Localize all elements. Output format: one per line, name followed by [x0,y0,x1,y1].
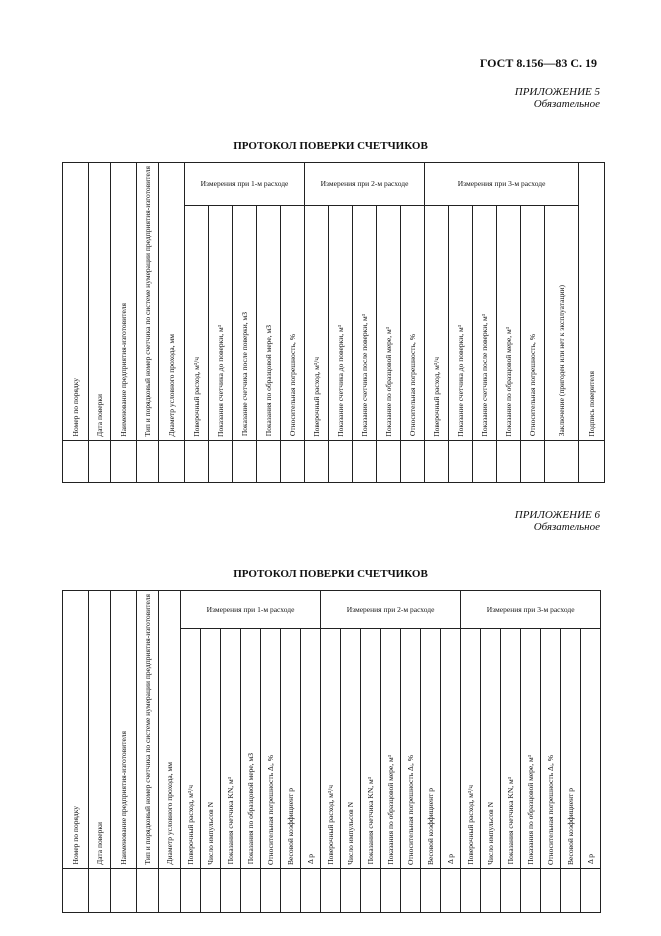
g1-col: Показания счетчика KN, м³ [221,628,241,868]
page-header: ГОСТ 8.156—83 С. 19 [479,56,597,70]
col-diameter: Диаметр условного прохода, мм [159,591,181,869]
g2-col: Показание по образцовой мере, м³ [377,205,401,440]
group-header-3: Измерения при 3-м расходе [461,591,601,629]
g1-col: Δ p [301,628,321,868]
group-header-3: Измерения при 3-м расходе [425,163,579,206]
col-date: Дата поверки [89,163,111,441]
g1-col: Показания по образцовой мере, м3 [257,205,281,440]
g1-col: Показания по образцовой мере, м3 [241,628,261,868]
appendix5-heading [515,86,600,110]
g1-col: Поверочный расход, м³/ч [185,205,209,440]
g2-col: Показание счетчика после поверки, м³ [353,205,377,440]
g3-col: Весовой коэффициент p [561,628,581,868]
g1-col: Число импульсов N [201,628,221,868]
g3-col: Относительная погрешность, % [521,205,545,440]
g3-col: Заключение (пригоден или нет к эксплуатации) [545,205,579,440]
col-type: Тип и порядковый номер счетчика по системе нумерации предприятия-изготовителя [137,163,159,441]
col-signature: Подпись поверителя [579,163,605,441]
g3-col: Показание счетчика после поверки, м³ [473,205,497,440]
g2-col: Весовой коэффициент p [421,628,441,868]
appendix6-status: Обязательное [533,521,600,533]
g3-col: Показание счетчика до поверки, м³ [449,205,473,440]
appendix6-label: ПРИЛОЖЕНИЕ 6 [514,509,600,521]
col-date: Дата поверки [89,591,111,869]
g1-col: Весовой коэффициент p [281,628,301,868]
g1-col: Показания счетчика до поверки, м³ [209,205,233,440]
col-number: Номер по порядку [63,591,89,869]
g3-col: Поверочный расход, м³/ч [425,205,449,440]
g3-col: Поверочный расход, м³/ч [461,628,481,868]
group-header-1: Измерения при 1-м расходе [181,591,321,629]
group-header-2: Измерения при 2-м расходе [305,163,425,206]
table-row [63,440,605,482]
appendix6-title: ПРОТОКОЛ ПОВЕРКИ СЧЕТЧИКОВ [233,568,428,580]
col-diameter: Диаметр условного прохода, мм [159,163,185,441]
col-manufacturer: Наименование предприятия-изготовителя [111,163,137,441]
g3-col: Показания по образцовой мере, м³ [521,628,541,868]
g2-col: Показания по образцовой мере, м³ [381,628,401,868]
g3-col: Число импульсов N [481,628,501,868]
g2-col: Показание счетчика до поверки, м³ [329,205,353,440]
g2-col: Поверочный расход, м³/ч [305,205,329,440]
g2-col: Поверочный расход, м³/ч [321,628,341,868]
g3-col: Относительная погрешность Δᵢ, % [541,628,561,868]
appendix5-status: Обязательное [533,98,600,110]
g1-col: Относительная погрешность, % [281,205,305,440]
g2-col: Относительная погрешность Δᵢ, % [401,628,421,868]
g1-col: Относительная погрешность Δᵢ, % [261,628,281,868]
col-number: Номер по порядку [63,163,89,441]
protocol-table-5 [62,162,605,483]
g2-col: Δ p [441,628,461,868]
col-manufacturer: Наименование предприятия-изготовителя [111,591,137,869]
g2-col: Показания счетчика KN, м³ [361,628,381,868]
g3-col: Δ p [581,628,601,868]
g2-col: Относительная погрешность, % [401,205,425,440]
group-header-1: Измерения при 1-м расходе [185,163,305,206]
table-row [63,868,601,912]
g1-col: Поверочный расход, м³/ч [181,628,201,868]
col-type: Тип и порядковый номер счетчика по системе нумерации предприятия-изготовителя [137,591,159,869]
group-header-2: Измерения при 2-м расходе [321,591,461,629]
g3-col: Показание по образцовой мере, м³ [497,205,521,440]
g2-col: Число импульсов N [341,628,361,868]
appendix5-title: ПРОТОКОЛ ПОВЕРКИ СЧЕТЧИКОВ [233,140,428,152]
appendix5-label: ПРИЛОЖЕНИЕ 5 [514,86,600,98]
appendix6-heading [515,509,600,533]
g3-col: Показания счетчика KN, м³ [501,628,521,868]
protocol-table-6 [62,590,601,913]
g1-col: Показание счетчика после поверки, м3 [233,205,257,440]
